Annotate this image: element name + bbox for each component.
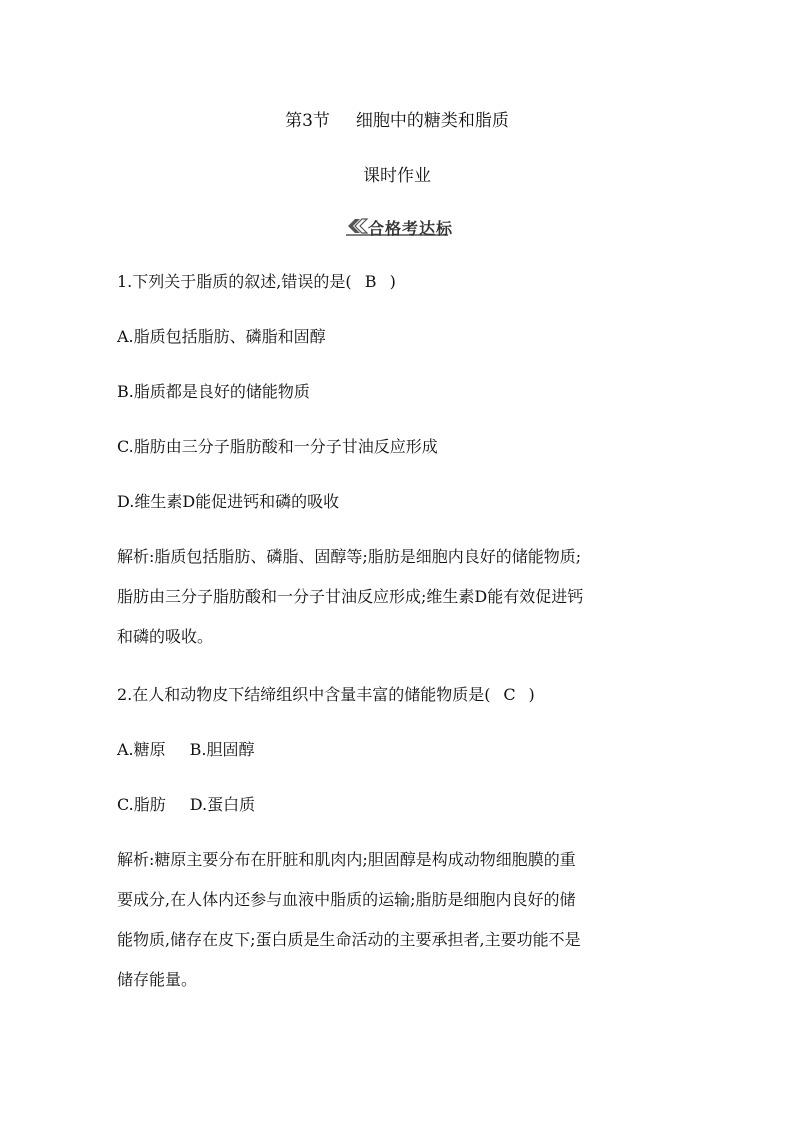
- question-1-answer: B: [364, 272, 377, 291]
- question-2-option-c: C.脂肪: [117, 795, 166, 814]
- section-number: 第3节: [285, 111, 330, 131]
- question-2-text: 2.在人和动物皮下结缔组织中含量丰富的储能物质是(: [117, 685, 491, 704]
- question-2-analysis-line: 储存能量。: [117, 970, 198, 989]
- question-1-option-b: B.脂质都是良好的储能物质: [117, 382, 310, 401]
- question-1-analysis-line: 解析:脂质包括脂肪、磷脂、固醇等;脂肪是细胞内良好的储能物质;: [117, 547, 582, 566]
- question-1-analysis-line: 和磷的吸收。: [117, 627, 214, 646]
- question-1-option-c: C.脂肪由三分子脂肪酸和一分子甘油反应形成: [117, 437, 438, 456]
- question-2-analysis-line: 能物质,储存在皮下;蛋白质是生命活动的主要承担者,主要功能不是: [117, 930, 581, 949]
- question-2-option-d: D.蛋白质: [189, 795, 256, 814]
- question-1-analysis-line: 脂肪由三分子脂肪酸和一分子甘油反应形成;维生素D能有效促进钙: [117, 587, 584, 606]
- question-1-option-d: D.维生素D能促进钙和磷的吸收: [117, 492, 340, 511]
- question-1-option-a: A.脂质包括脂肪、磷脂和固醇: [117, 327, 326, 346]
- qualification-badge: [340, 213, 454, 241]
- question-2-options-row-2: [117, 795, 255, 815]
- question-2-stem: [117, 685, 535, 705]
- question-2-analysis-line: 要成分,在人体内还参与血液中脂质的运输;脂肪是细胞内良好的储: [117, 890, 576, 909]
- question-1-stem: [117, 272, 396, 292]
- badge-label: 合格考达标: [368, 219, 454, 238]
- question-1-text: 1.下列关于脂质的叙述,错误的是(: [117, 272, 352, 291]
- question-2-close-paren: ): [528, 685, 535, 704]
- question-1-close-paren: ): [389, 272, 396, 291]
- question-2-answer: C: [503, 685, 516, 704]
- question-2-options-row-1: [117, 740, 255, 760]
- section-title: 细胞中的糖类和脂质: [355, 111, 509, 131]
- section-heading: [0, 106, 794, 131]
- question-2-analysis-line: 解析:糖原主要分布在肝脏和肌肉内;胆固醇是构成动物细胞膜的重: [117, 850, 576, 869]
- question-2-option-a: A.糖原: [117, 740, 166, 759]
- question-2-option-b: B.胆固醇: [189, 740, 255, 759]
- page-subtitle: 课时作业: [363, 166, 431, 186]
